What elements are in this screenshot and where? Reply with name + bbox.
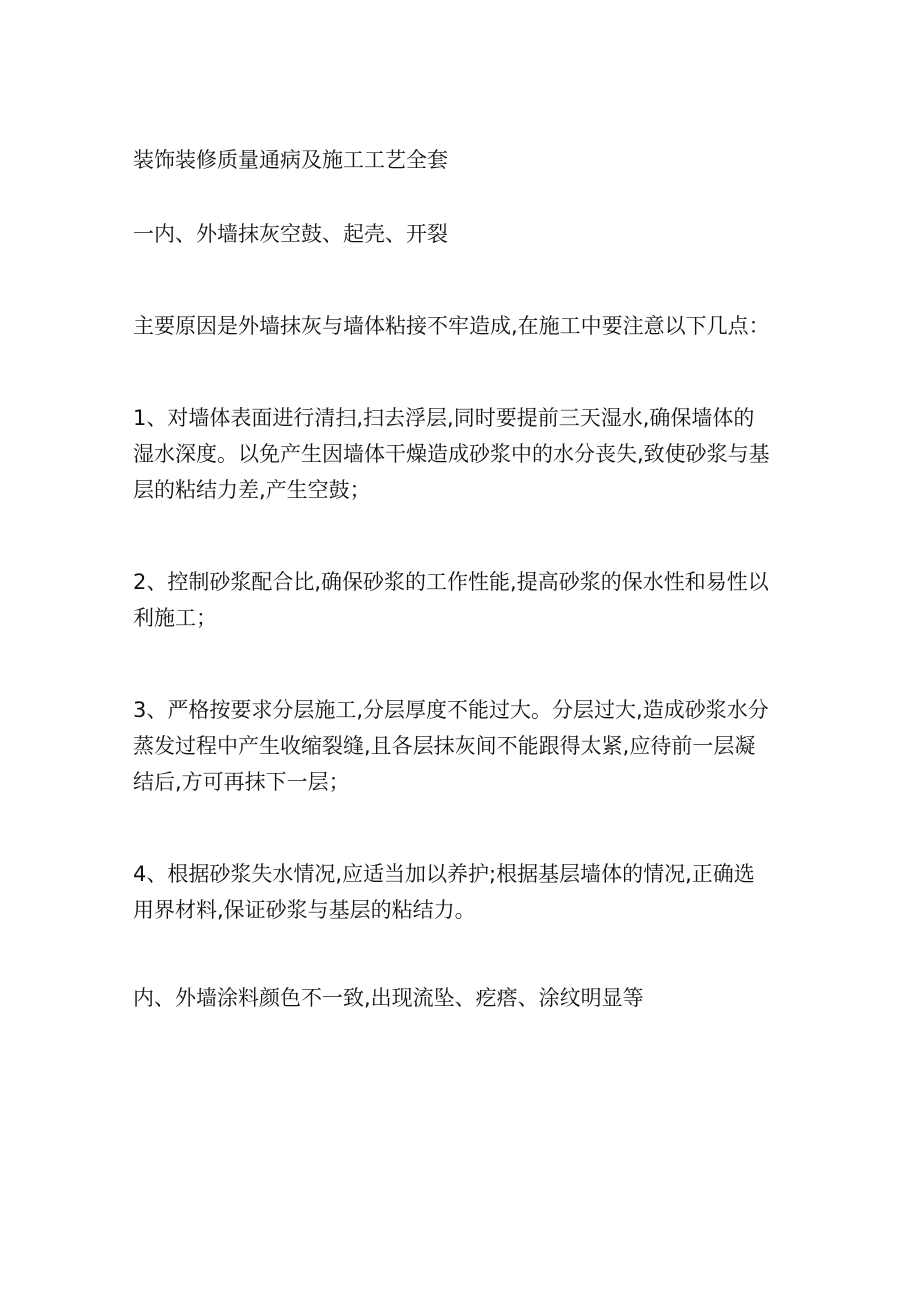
section-heading-2: 内、外墙涂料颜色不一致,出现流坠、疙瘩、涂纹明显等 xyxy=(133,986,644,1010)
section-heading-1: 一内、外墙抹灰空鼓、起壳、开裂 xyxy=(133,222,448,246)
list-item-3 xyxy=(133,692,803,800)
list-item-line: 蒸发过程中产生收缩裂缝,且各层抹灰间不能跟得太紧,应待前一层凝 xyxy=(133,734,756,758)
list-item-4 xyxy=(133,856,803,928)
list-item-line: 3、严格按要求分层施工,分层厚度不能过大。分层过大,造成砂浆水分 xyxy=(133,698,769,722)
list-item-line: 结后,方可再抹下一层； xyxy=(133,770,350,794)
section-intro: 主要原因是外墙抹灰与墙体粘接不牢造成,在施工中要注意以下几点： xyxy=(133,314,770,338)
list-item-line: 湿水深度。以免产生因墙体干燥造成砂浆中的水分丧失,致使砂浆与基 xyxy=(133,442,770,466)
document-title: 装饰装修质量通病及施工工艺全套 xyxy=(133,148,448,172)
list-item-1 xyxy=(133,400,803,508)
document-body xyxy=(133,142,803,1016)
list-item-line: 用界材料,保证砂浆与基层的粘结力。 xyxy=(133,898,476,922)
list-item-2 xyxy=(133,564,803,636)
list-item-line: 2、控制砂浆配合比,确保砂浆的工作性能,提高砂浆的保水性和易性以 xyxy=(133,570,769,594)
list-item-line: 利施工； xyxy=(133,606,217,630)
list-item-line: 1、对墙体表面进行清扫,扫去浮层,同时要提前三天湿水,确保墙体的 xyxy=(133,406,755,430)
list-item-line: 层的粘结力差,产生空鼓； xyxy=(133,478,371,502)
list-item-line: 4、根据砂浆失水情况,应适当加以养护;根据基层墙体的情况,正确选 xyxy=(133,862,755,886)
